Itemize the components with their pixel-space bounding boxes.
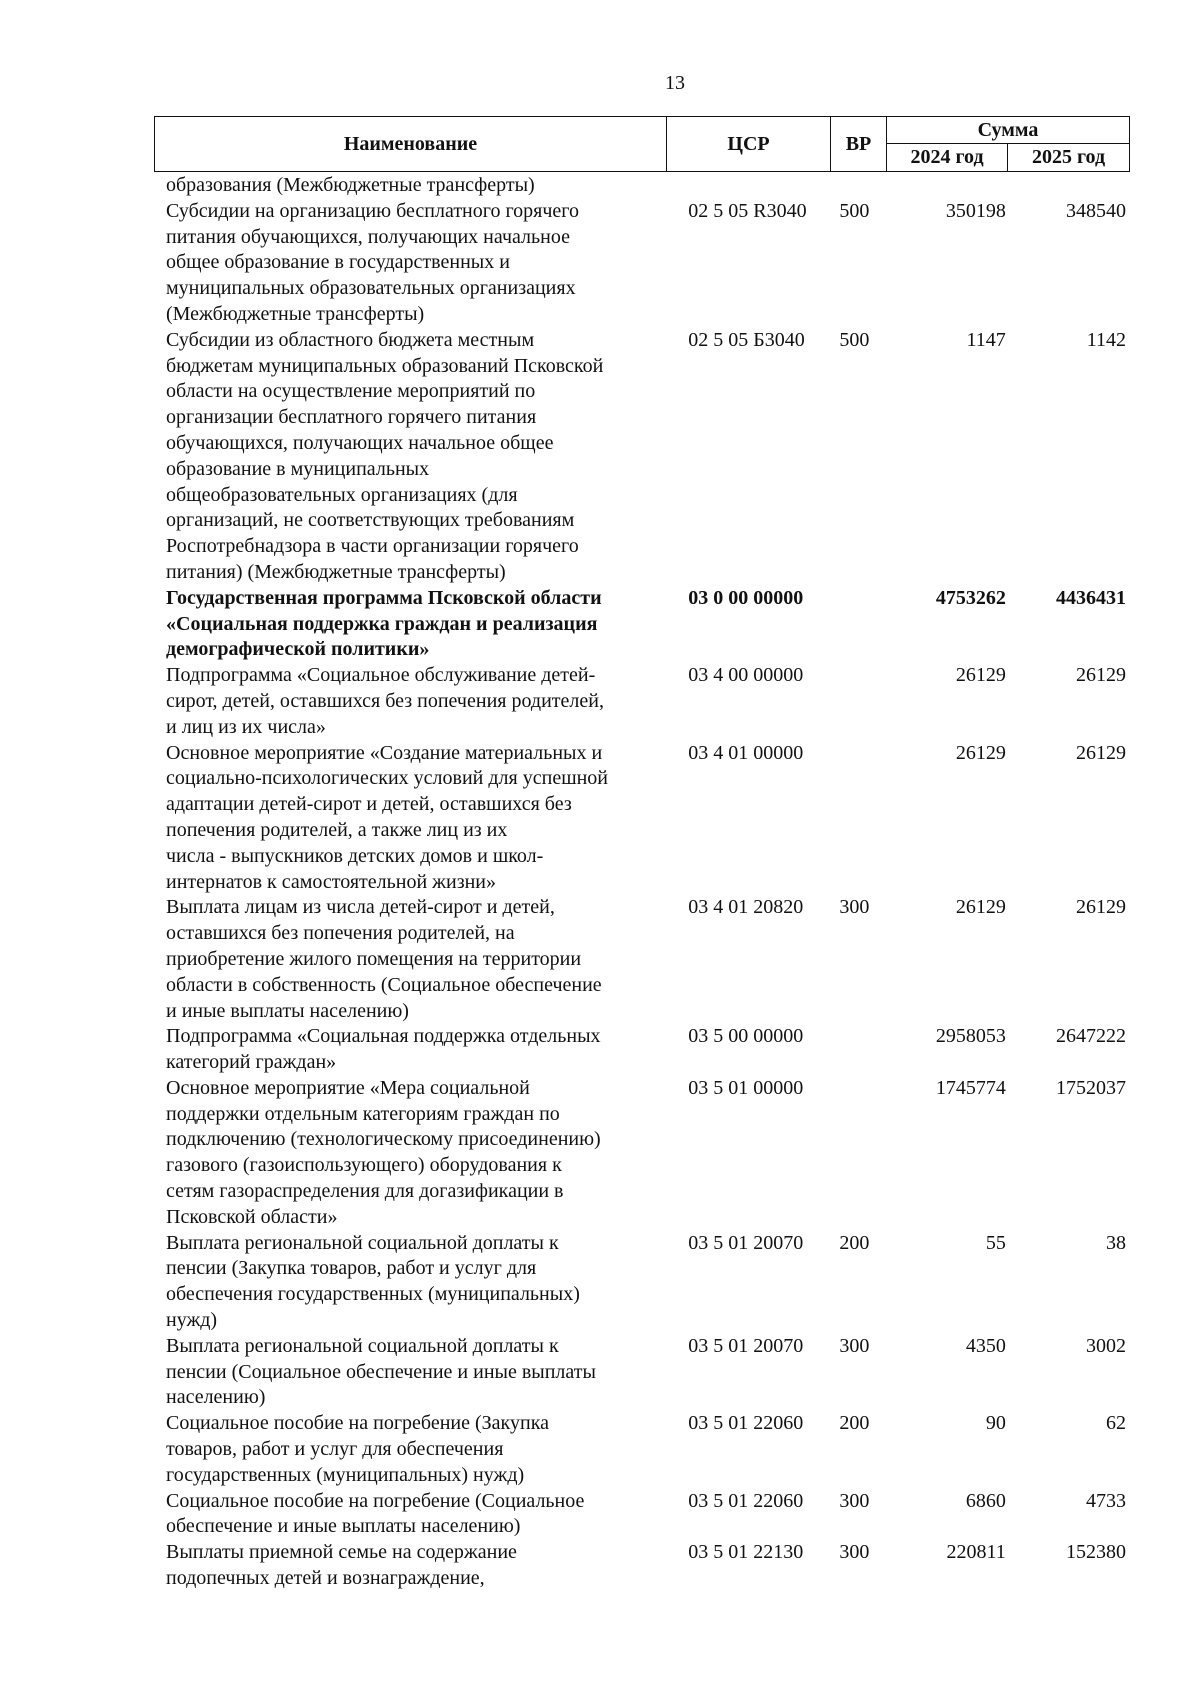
row-csr: 03 5 01 22130 [688,1541,804,1564]
row-csr: 03 5 01 20070 [688,1334,804,1357]
row-csr: 02 5 05 R3040 [688,199,807,222]
row-sum-2024: 4753262 [935,586,1006,609]
table-row [166,173,1126,199]
row-vr [833,586,876,663]
row-name-line: Выплата региональной социальной доплаты к [166,1231,559,1254]
row-vr [833,663,876,740]
table-row [166,586,1126,663]
row-sum-2025: 152380 [1066,1541,1126,1564]
row-name-line: Выплаты приемной семье на содержание [166,1541,517,1564]
table-row [166,895,1126,1024]
row-name [166,1489,666,1541]
row-name [166,1334,666,1411]
row-sum-2025 [1006,173,1126,199]
row-sum-2025: 62 [1106,1412,1126,1435]
row-vr: 300 [839,1489,870,1512]
row-sum-2025: 2647222 [1056,1025,1126,1048]
row-sum-2025: 3002 [1086,1334,1126,1357]
table-body [166,173,1126,1592]
row-name [166,199,666,328]
row-sum-2024: 4350 [965,1334,1006,1357]
row-name-line: «Социальная поддержка граждан и реализация [166,612,598,635]
row-csr: 03 5 01 00000 [688,1076,804,1099]
row-vr: 200 [839,1412,870,1435]
row-sum-2025: 26129 [1076,896,1126,919]
row-name-line: общее образование в государственных и [166,251,510,274]
row-name [166,895,666,1024]
header-year-2025: 2025 год [1031,146,1106,168]
row-vr: 300 [839,1334,870,1357]
row-name-line: питания) (Межбюджетные трансферты) [166,560,506,583]
header-sum-group [887,117,1129,171]
row-name-line: сирот, детей, оставшихся без попечения родителей, [166,689,604,712]
row-name-line: области в собственность (Социальное обеспечение [166,973,602,996]
row-name-line: питания обучающихся, получающих начальное [166,225,570,248]
row-name [166,328,666,586]
row-sum-2025: 348540 [1066,199,1126,222]
row-csr: 03 4 01 00000 [688,741,804,764]
row-name-line: приобретение жилого помещения на территории [166,947,582,970]
row-name-line: пенсии (Социальное обеспечение и иные выплаты [166,1360,596,1383]
row-sum-2024: 26129 [955,664,1006,687]
row-name-line: подключению (технологическому присоединению) [166,1128,601,1151]
row-name-line: Основное мероприятие «Мера социальной [166,1076,530,1099]
row-name-line: обеспечение и иные выплаты населению) [166,1515,521,1538]
table-row [166,741,1126,896]
row-name-line: подопечных детей и вознаграждение, [166,1567,485,1590]
row-sum-2025: 1752037 [1056,1076,1126,1099]
row-vr [833,173,876,199]
row-vr [833,1076,876,1231]
row-name-line: интернатов к самостоятельной жизни» [166,870,496,893]
table-row [166,663,1126,740]
row-name-line: муниципальных образовательных организациях [166,277,576,300]
row-name-line: сетям газораспределения для догазификации в [166,1180,564,1203]
row-vr: 300 [839,896,870,919]
row-name-line: демографической политики» [166,638,430,661]
row-csr: 03 5 01 22060 [688,1412,804,1435]
row-sum-2024: 26129 [955,896,1006,919]
row-name-line: поддержки отдельным категориям граждан по [166,1102,560,1125]
row-name-line: (Межбюджетные трансферты) [166,302,425,325]
table-header [154,116,1130,172]
row-name-line: образование в муниципальных [166,457,430,480]
header-name: Наименование [155,117,667,171]
page-number: 13 [665,72,685,94]
row-name [166,586,666,663]
row-name-line: Выплата региональной социальной доплаты к [166,1334,559,1357]
row-csr: 03 4 00 00000 [688,664,804,687]
table-row [166,1540,1126,1592]
table-row [166,1024,1126,1076]
row-name-line: населению) [166,1386,266,1409]
row-sum-2025: 4733 [1086,1489,1126,1512]
row-name [166,663,666,740]
row-name-line: социально-психологических условий для успешной [166,767,609,790]
row-name-line: адаптации детей-сирот и детей, оставшихся без [166,793,572,816]
row-name [166,1231,666,1334]
row-sum-2024: 26129 [955,741,1006,764]
row-sum-2024 [876,173,1006,199]
row-sum-2024: 55 [985,1231,1006,1254]
row-name-line: числа - выпускников детских домов и школ- [166,844,544,867]
row-name-line: обеспечения государственных (муниципальных) [166,1283,580,1306]
row-name-line: обучающихся, получающих начальное общее [166,431,554,454]
row-name [166,1411,666,1488]
row-name-line: бюджетам муниципальных образований Псковской [166,354,604,377]
row-vr: 300 [839,1541,870,1564]
row-csr: 02 5 05 Б3040 [688,328,805,351]
row-csr: 03 5 00 00000 [688,1025,804,1048]
row-name-line: оставшихся без попечения родителей, на [166,922,515,945]
row-name-line: образования (Межбюджетные трансферты) [166,174,535,196]
row-csr: 03 5 01 22060 [688,1489,804,1512]
header-vr: ВР [831,117,887,171]
row-name [166,741,666,896]
row-sum-2024: 2958053 [935,1025,1006,1048]
row-name-line: пенсии (Закупка товаров, работ и услуг для [166,1257,537,1280]
row-name-line: организации бесплатного горячего питания [166,406,537,429]
header-sum: Сумма [887,117,1129,144]
row-name-line: Субсидии из областного бюджета местным [166,328,535,351]
row-vr [833,1024,876,1076]
row-name [166,1024,666,1076]
table-row [166,328,1126,586]
row-name-line: Выплата лицам из числа детей-сирот и детей, [166,896,555,919]
row-name-line: и иные выплаты населению) [166,999,409,1022]
row-vr [833,741,876,896]
row-sum-2024: 1147 [966,328,1006,351]
row-name-line: Псковской области» [166,1205,338,1228]
row-sum-2024: 350198 [945,199,1006,222]
row-name-line: нужд) [166,1309,218,1332]
row-sum-2025: 38 [1106,1231,1126,1254]
header-year-2024: 2024 год [887,144,1008,171]
row-name-line: категорий граждан» [166,1051,337,1074]
row-name-line: Основное мероприятие «Создание материальных и [166,741,603,764]
row-vr: 500 [839,199,870,222]
row-name-line: и лиц из их числа» [166,715,326,738]
row-name-line: газового (газоиспользующего) оборудования к [166,1154,562,1177]
table-row [166,1076,1126,1231]
table-row [166,1334,1126,1411]
row-sum-2025: 26129 [1076,741,1126,764]
row-sum-2025: 26129 [1076,664,1126,687]
header-csr: ЦСР [667,117,831,171]
row-name-line: государственных (муниципальных) нужд) [166,1463,525,1486]
row-name-line: области на осуществление мероприятий по [166,380,536,403]
row-name-line: Государственная программа Псковской области [166,586,602,609]
row-sum-2025: 4436431 [1056,586,1126,609]
row-sum-2024: 6860 [965,1489,1006,1512]
row-name [166,1076,666,1231]
row-name-line: Субсидии на организацию бесплатного горячего [166,199,580,222]
row-name-line: Социальное пособие на погребение (Социальное [166,1489,585,1512]
row-name [166,173,666,199]
row-sum-2024: 1745774 [935,1076,1006,1099]
row-name-line: товаров, работ и услуг для обеспечения [166,1438,504,1461]
row-csr [666,173,833,199]
row-csr: 03 4 01 20820 [688,896,804,919]
row-name-line: Подпрограмма «Социальное обслуживание детей- [166,664,596,687]
table-row [166,199,1126,328]
row-name-line: организаций, не соответствующих требованиям [166,509,575,532]
table-row [166,1411,1126,1488]
row-vr: 500 [839,328,870,351]
row-name-line: общеобразовательных организациях (для [166,483,518,506]
row-sum-2024: 90 [985,1412,1006,1435]
row-csr: 03 0 00 00000 [688,586,804,609]
row-name-line: попечения родителей, а также лиц из их [166,818,508,841]
row-name-line: Социальное пособие на погребение (Закупка [166,1412,549,1435]
row-name-line: Подпрограмма «Социальная поддержка отдельных [166,1025,601,1048]
row-sum-2024: 220811 [946,1541,1006,1564]
table-row [166,1231,1126,1334]
row-sum-2025: 1142 [1086,328,1126,351]
table-row [166,1489,1126,1541]
row-csr: 03 5 01 20070 [688,1231,804,1254]
row-name-line: Роспотребнадзора в части организации горячего [166,535,579,558]
row-vr: 200 [839,1231,870,1254]
row-name [166,1540,666,1592]
